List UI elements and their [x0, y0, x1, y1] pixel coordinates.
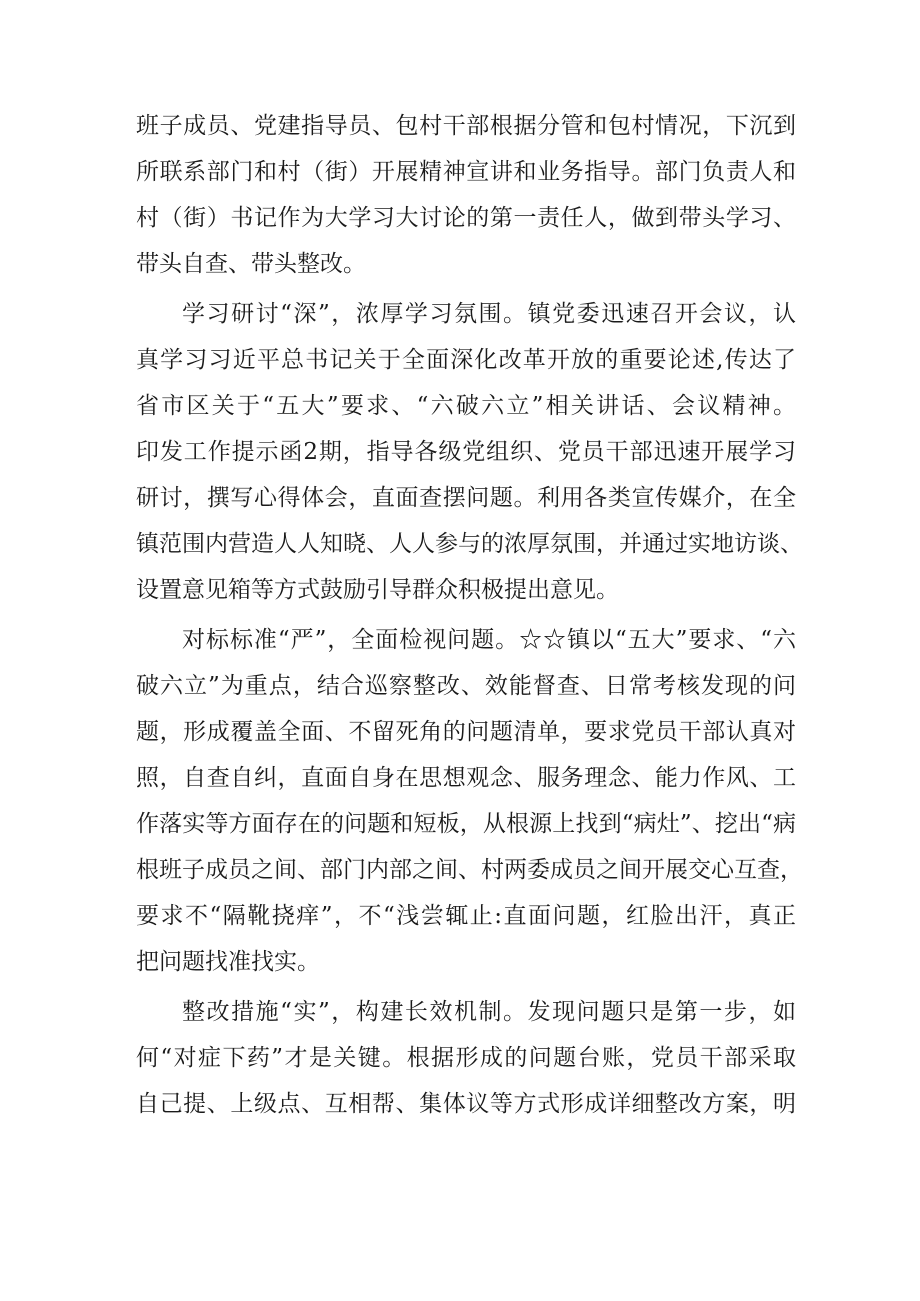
- text-line: 村（街）书记作为大学习大讨论的第一责任人，做到带头学习、: [136, 205, 796, 231]
- text-line: 学习研讨“深”，浓厚学习氛围。镇党委迅速召开会议，认: [182, 301, 796, 327]
- text-line: 把问题找准找实。: [136, 949, 320, 975]
- text-line: 要求不“隔靴挠痒”，不“浅尝辄止:直面问题，红脸出汗，真正: [136, 903, 796, 929]
- text-line: 根班子成员之间、部门内部之间、村两委成员之间开展交心互查，: [136, 857, 803, 883]
- text-line: 对标标准“严”，全面检视问题。☆☆镇以“五大”要求、“六: [182, 627, 796, 653]
- text-line: 所联系部门和村（街）开展精神宣讲和业务指导。部门负责人和: [136, 159, 796, 185]
- paragraph-4: [136, 989, 796, 1127]
- text-line: 班子成员、党建指导员、包村干部根据分管和包村情况，下沉到: [136, 113, 796, 139]
- text-line: 设置意见箱等方式鼓励引导群众积极提出意见。: [136, 577, 619, 603]
- text-line: 整改措施“实”，构建长效机制。发现问题只是第一步，如: [182, 999, 796, 1025]
- text-line: 破六立”为重点，结合巡察整改、效能督查、日常考核发现的问: [136, 673, 796, 699]
- text-line: 作落实等方面存在的问题和短板，从根源上找到“病灶”、挖出“病: [136, 811, 796, 837]
- text-line: 真学习习近平总书记关于全面深化改革开放的重要论述,传达了: [136, 347, 796, 373]
- text-line: 照，自查自纠，直面自身在思想观念、服务理念、能力作风、工: [136, 765, 796, 791]
- text-line: 镇范围内营造人人知晓、人人参与的浓厚氛围，并通过实地访谈、: [136, 531, 803, 557]
- text-line: 题，形成覆盖全面、不留死角的问题清单，要求党员干部认真对: [136, 719, 796, 745]
- text-line: 带头自查、带头整改。: [136, 251, 366, 277]
- paragraph-2: [136, 291, 803, 613]
- text-line: 印发工作提示函2期，指导各级党组织、党员干部迅速开展学习: [136, 439, 796, 465]
- text-line: 研讨，撰写心得体会，直面查摆问题。利用各类宣传媒介，在全: [136, 485, 796, 511]
- text-line: 何“对症下药”才是关键。根据形成的问题台账，党员干部采取: [136, 1045, 796, 1071]
- paragraph-3: [136, 617, 803, 985]
- document-body: [136, 103, 803, 1127]
- text-line: 自己提、上级点、互相帮、集体议等方式形成详细整改方案，明: [136, 1091, 796, 1117]
- paragraph-1: [136, 103, 796, 287]
- text-line: 省市区关于“五大”要求、“六破六立”相关讲话、会议精神。: [136, 393, 796, 419]
